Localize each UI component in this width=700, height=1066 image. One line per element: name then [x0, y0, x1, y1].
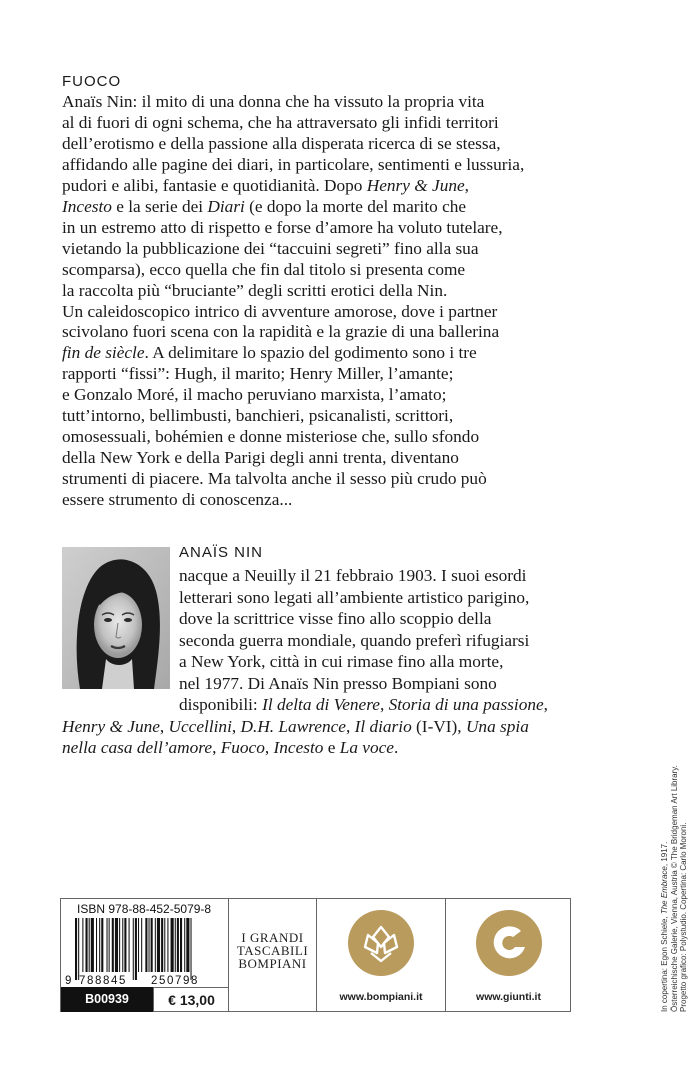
barcode-bar — [89, 918, 90, 972]
blurb-line — [62, 155, 622, 176]
barcode-bar — [191, 918, 192, 980]
author-bio-text: , — [379, 695, 389, 714]
blurb-text: , — [464, 175, 469, 195]
blurb-line — [62, 302, 622, 323]
author-bio-line — [62, 737, 582, 759]
barcode-bar — [157, 918, 160, 972]
author-bio-line — [62, 651, 582, 673]
author-bio-text: nel 1977. Di Anaïs Nin presso Bompiani sono — [179, 673, 497, 693]
blurb-italic: Diari — [207, 196, 245, 216]
credit-italic: The Embrace — [660, 866, 669, 915]
barcode-bar — [75, 918, 77, 980]
blurb-text: essere strumento di conoscenza... — [62, 490, 293, 510]
blurb-line — [62, 322, 622, 343]
author-bio-italic: Una spia — [465, 716, 529, 736]
author-bio-text: letterari sono legati all’ambiente artistico parigino, — [179, 587, 530, 607]
barcode-bar — [177, 918, 179, 972]
barcode-bar — [129, 918, 130, 972]
author-bio-italic: La voce — [339, 738, 394, 757]
blurb-text: in un estremo atto di rispetto e forse d’amore ha voluto tutelare, — [62, 217, 503, 237]
blurb-line — [62, 343, 622, 364]
author-bio-italic: Storia di una passione — [388, 695, 544, 714]
author-bio-italic: Il delta di Venere — [262, 695, 380, 714]
author-bio-text: , — [345, 716, 355, 736]
publisher-site-link[interactable]: www.bompiani.it — [339, 991, 423, 1003]
giunti-logo-icon — [475, 909, 543, 977]
barcode-bar — [86, 918, 88, 972]
blurb-line — [62, 197, 622, 218]
blurb-italic: Henry & June — [366, 175, 465, 195]
blurb-text: rapporti “fissi”: Hugh, il marito; Henry Miller, l’amante; — [62, 364, 454, 384]
series-logo-panel — [229, 899, 317, 1011]
series-logo — [229, 931, 316, 970]
series-logo-line: TASCABILI — [236, 943, 309, 958]
blurb-text: pudori e alibi, fantasie e quotidianità. Dopo — [62, 175, 367, 195]
barcode-bar — [175, 918, 176, 972]
barcode-bar — [122, 918, 123, 972]
barcode-bar — [164, 918, 165, 972]
barcode-digits: 250798 — [151, 975, 199, 986]
author-bio-text: (I-VI), — [411, 716, 466, 736]
blurb-line — [62, 260, 622, 281]
credit-text: Progetto grafico: Polystudio. Copertina: Carlo Moroni. — [679, 822, 688, 1012]
isbn-label: ISBN 978-88-452-5079-8 — [77, 902, 212, 916]
author-bio-italic: Uccellini — [168, 716, 232, 736]
blurb-text: scivolano fuori scena con la rapidità e la grazie di una ballerina — [62, 322, 500, 342]
barcode-bar — [112, 918, 114, 972]
publisher-panel — [317, 899, 446, 1011]
barcode-bar — [145, 918, 147, 972]
barcode-bar — [186, 918, 189, 972]
barcode-bar — [171, 918, 174, 972]
barcode-bar — [133, 918, 134, 980]
blurb-line — [62, 364, 622, 385]
author-bio-text: , — [231, 716, 241, 736]
blurb-text — [62, 92, 622, 511]
author-bio-line — [62, 673, 582, 695]
barcode-bar — [135, 918, 137, 980]
barcode-bar — [107, 918, 108, 972]
back-cover-blurb — [62, 72, 622, 511]
barcode-panel — [61, 899, 229, 1011]
blurb-line — [62, 134, 622, 155]
blurb-text: dell’erotismo e della passione alla disperata ricerca di se stessa, — [62, 133, 501, 153]
blurb-text: strumenti di piacere. Ma talvolta anche il sesso più crudo può — [62, 469, 487, 489]
blurb-text: al di fuori di ogni schema, che ha attraversato gli infidi territori — [62, 112, 499, 132]
blurb-line — [62, 385, 622, 406]
author-bio-text: disponibili: — [179, 695, 263, 714]
blurb-text: Anaïs Nin: il mito di una donna che ha vissuto la propria vita — [62, 92, 485, 111]
author-bio-italic: Henry & June — [62, 716, 160, 736]
blurb-text: e la serie dei — [111, 196, 208, 216]
barcode-bar — [115, 918, 118, 972]
blurb-italic: Incesto — [62, 196, 112, 216]
barcode-bar — [109, 918, 110, 972]
blurb-line — [62, 113, 622, 134]
author-bio-line — [62, 565, 582, 587]
author-name: ANAÏS NIN — [179, 544, 264, 561]
blurb-line — [62, 427, 622, 448]
barcode-bar — [96, 918, 97, 972]
author-bio-line — [62, 630, 582, 652]
credit-text: In copertina: Egon Schiele, — [660, 914, 669, 1012]
barcode-bar — [155, 918, 156, 972]
barcode-bar — [184, 918, 185, 972]
barcode-bar — [180, 918, 182, 972]
blurb-line — [62, 218, 622, 239]
author-bio-italic: Il diario — [354, 716, 412, 736]
partner-panel — [446, 899, 571, 1011]
barcode-bar — [119, 918, 120, 972]
bompiani-logo-icon — [347, 909, 415, 977]
barcode-bar — [101, 918, 103, 972]
credit-line — [660, 752, 670, 1012]
blurb-line — [62, 490, 622, 511]
price: € 13,00 — [153, 987, 229, 1012]
author-bio-text: , — [543, 695, 548, 714]
barcode-bar — [141, 918, 142, 972]
blurb-line — [62, 92, 622, 113]
author-bio-text: , — [159, 716, 169, 736]
credit-text: Österreichische Galerie, Vienna, Austria © The Bridgeman Art Library. — [669, 765, 679, 1012]
barcode-bar — [91, 918, 94, 972]
author-bio-text: dove la scrittrice visse fino allo scoppio della — [179, 609, 492, 628]
author-bio-italic: D.H. Lawrence — [240, 716, 346, 736]
blurb-text: . A delimitare lo spazio del godimento sono i tre — [144, 343, 477, 363]
author-bio-text: . — [393, 738, 399, 757]
catalog-code: B00939 — [61, 987, 153, 1012]
barcode-graphic — [65, 918, 225, 986]
barcode-bar — [161, 918, 163, 972]
barcode-bar — [151, 918, 153, 972]
book-title: FUOCO — [62, 73, 122, 90]
blurb-line — [62, 176, 622, 197]
author-bio-text: seconda guerra mondiale, quando preferì rifugiarsi — [179, 630, 530, 650]
author-bio-text: , — [212, 738, 221, 757]
blurb-line — [62, 448, 622, 469]
author-bio-text: , — [264, 738, 274, 757]
barcode-digits: 788845 — [79, 975, 127, 986]
blurb-text: (e dopo la morte del marito che — [244, 196, 467, 216]
credit-text: , 1917. — [660, 841, 669, 867]
blurb-text: affidando alle pagine dei diari, in particolare, sentimenti e lussuria, — [62, 154, 525, 174]
blurb-text: omosessuali, bohémien e donne misteriose che, sullo sfondo — [62, 427, 480, 447]
barcode-bar — [149, 918, 150, 972]
author-bio-line — [62, 716, 582, 738]
author-bio-italic: Incesto — [273, 738, 324, 757]
blurb-line — [62, 239, 622, 260]
blurb-text: vietando la pubblicazione dei “taccuini segreti” fino alla sua — [62, 238, 479, 258]
barcode-bar — [99, 918, 100, 972]
blurb-line — [62, 469, 622, 490]
blurb-text: della New York e della Parigi degli anni trenta, diventano — [62, 448, 459, 468]
blurb-italic: fin de siècle — [62, 343, 145, 363]
author-bio-line — [62, 587, 582, 609]
author-bio-italic: Fuoco — [220, 738, 265, 757]
blurb-line — [62, 406, 622, 427]
blurb-text: tutt’intorno, bellimbusti, banchieri, psicanalisti, scrittori, — [62, 406, 454, 426]
back-cover-footer — [60, 898, 571, 1012]
partner-site-link[interactable]: www.giunti.it — [476, 991, 541, 1003]
barcode-bar — [124, 918, 126, 972]
credit-line — [679, 752, 689, 1012]
barcode-bar — [167, 918, 168, 972]
author-bio-text: nacque a Neuilly il 21 febbraio 1903. I suoi esordi — [179, 566, 527, 585]
credit-line — [670, 752, 680, 1012]
barcode-digits: 9 — [65, 975, 73, 986]
blurb-text: la raccolta più “bruciante” degli scritti erotici della Nin. — [62, 280, 448, 300]
barcode-bar — [78, 918, 79, 980]
blurb-text: e Gonzalo Moré, il macho peruviano marxista, l’amato; — [62, 385, 447, 405]
author-bio-text: a New York, città in cui rimase fino alla morte, — [179, 652, 504, 671]
author-bio-line — [62, 608, 582, 630]
barcode-bar — [138, 918, 139, 972]
series-logo-line: I GRANDI — [241, 930, 304, 945]
blurb-text: scomparsa), ecco quella che fin dal titolo si presenta come — [62, 259, 466, 279]
author-bio-italic: nella casa dell’amore — [62, 738, 213, 757]
author-bio-text — [62, 565, 582, 759]
blurb-line — [62, 281, 622, 302]
blurb-text: Un caleidoscopico intrico di avventure amorose, dove i partner — [62, 301, 498, 321]
cover-credits — [660, 752, 689, 1012]
author-bio-text: e — [323, 738, 340, 757]
author-bio-line — [62, 694, 582, 716]
barcode-bar — [82, 918, 83, 972]
series-logo-line: BOMPIANI — [238, 956, 307, 971]
